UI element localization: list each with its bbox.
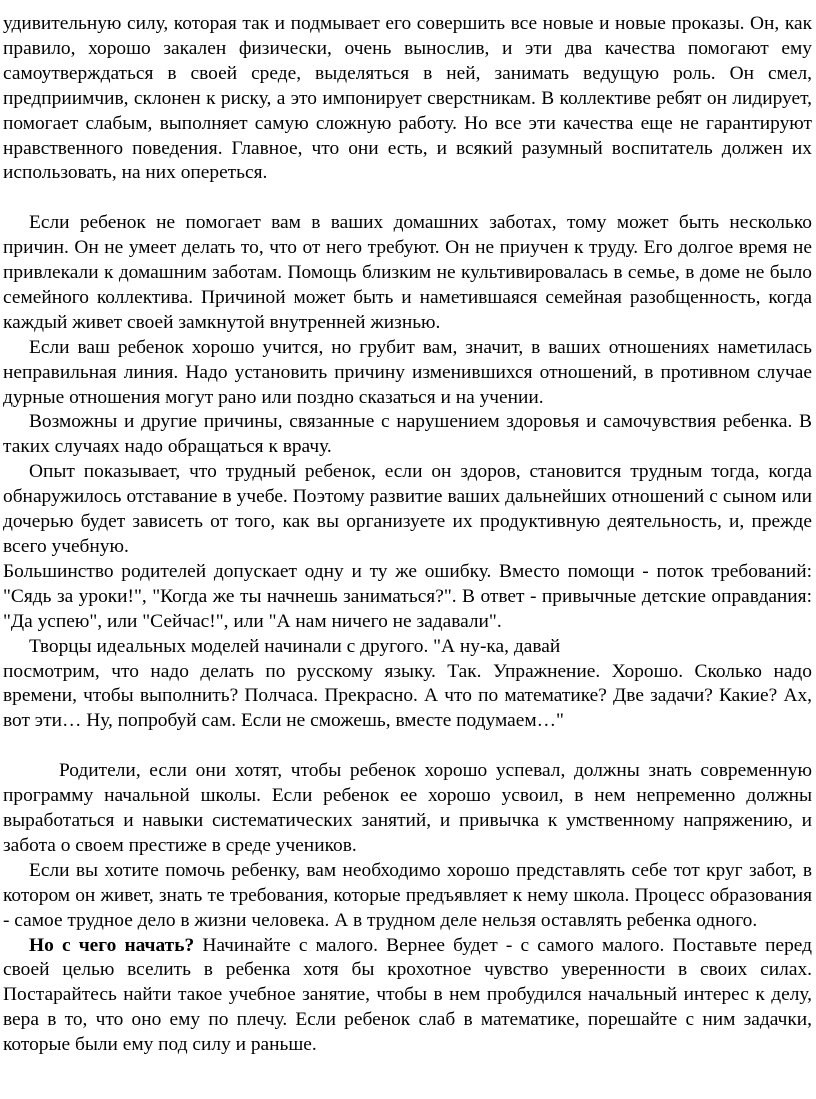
paragraph-7-text: Творцы идеальных моделей начинали с другого. "А ну-ка, давай	[29, 635, 561, 657]
paragraph-8	[3, 660, 812, 735]
paragraph-1-text: удивительную силу, которая так и подмывает его совершить все новые и новые проказы. Он, как правило, хорошо закален физически, очень вынослив, и эти два качества помогают ему самоутверждаться в своей среде, выделяться в ней, занимать ведущую роль. Он смел, предприимчив, склонен к риску, а это импонирует сверстникам. В коллективе ребят он лидирует, помогает слабым, выполняет самую сложную работу. Но все эти качества еще не гарантируют нравственного поведения. Главное, что они есть, и всякий разумный воспитатель должен их использовать, на них опереться.	[3, 13, 812, 184]
paragraph-11-text: Начинайте с малого. Вернее будет - с самого малого. Поставьте перед своей целью вселить в ребенка хотя бы крохотное чувство уверенности в своих силах. Постарайтесь найти такое учебное занятие, чтобы в нем пробудился начальный интерес к делу, вера в то, что оно ему по плечу. Если ребенок слаб в математике, порешайте с ним задачки, которые были ему под силу и раньше.	[3, 934, 812, 1056]
paragraph-11	[3, 934, 812, 1059]
paragraph-2-text: Если ребенок не помогает вам в ваших домашних заботах, тому может быть несколько причин. Он не умеет делать то, что от него требуют. Он не приучен к труду. Его долгое время не привлекали к домашним заботам. Помощь близким не культивировалась в семье, в доме не было семейного коллектива. Причиной может быть и наметившаяся семейная разобщенность, когда каждый живет своей замкнутой внутренней жизнью.	[3, 212, 812, 333]
paragraph-3-text: Если ваш ребенок хорошо учится, но грубит вам, значит, в ваших отношениях наметилась неправильная линия. Надо установить причину изменившихся отношений, в противном случае дурные отношения могут рано или поздно сказаться и на учении.	[3, 336, 812, 408]
paragraph-8-text: посмотрим, что надо делать по русскому языку. Так. Упражнение. Хорошо. Сколько надо времени, чтобы выполнить? Полчаса. Прекрасно. А что по математике? Две задачи? Какие? Ах, вот эти… Ну, попробуй сам. Если не сможешь, вместе подумаем…"	[3, 660, 812, 732]
paragraph-2	[3, 211, 812, 336]
paragraph-5	[3, 460, 812, 560]
paragraph-9	[3, 759, 812, 859]
paragraph-4-text: Возможны и другие причины, связанные с нарушением здоровья и самочувствия ребенка. В таких случаях надо обращаться к врачу.	[3, 411, 812, 458]
paragraph-1	[3, 12, 812, 186]
paragraph-10	[3, 859, 812, 934]
paragraph-10-text: Если вы хотите помочь ребенку, вам необходимо хорошо представлять себе тот круг забот, в котором он живет, знать те требования, которые предъявляет к нему школа. Процесс образования - самое трудное дело в жизни человека. А в трудном деле нельзя оставлять ребенка одного.	[3, 859, 812, 931]
paragraph-11-lead: Но с чего начать?	[29, 934, 195, 956]
paragraph-5-text: Опыт показывает, что трудный ребенок, если он здоров, становится трудным тогда, когда обнаружилось отставание в учебе. Поэтому развитие ваших дальнейших отношений с сыном или дочерью будет зависеть от того, как вы организуете их продуктивную деятельность, и, прежде всего учебную.	[3, 461, 812, 558]
paragraph-7	[3, 635, 812, 660]
paragraph-6	[3, 560, 812, 635]
paragraph-9-text: Родители, если они хотят, чтобы ребенок хорошо успевал, должны знать современную программу начальной школы. Если ребенок ее хорошо усвоил, в нем непременно должны выработаться и навыки систематических занятий, и привычка к умственному напряжению, и забота о своем престиже в среде учеников.	[3, 760, 812, 856]
paragraph-4	[3, 410, 812, 460]
paragraph-6-text: Большинство родителей допускает одну и ту же ошибку. Вместо помощи - поток требований: "Сядь за уроки!", "Когда же ты начнешь заниматься?". В ответ - привычные детские оправдания: "Да успею", или "Сейчас!", или "А нам ничего не задавали".	[3, 560, 812, 632]
paragraph-3	[3, 336, 812, 411]
